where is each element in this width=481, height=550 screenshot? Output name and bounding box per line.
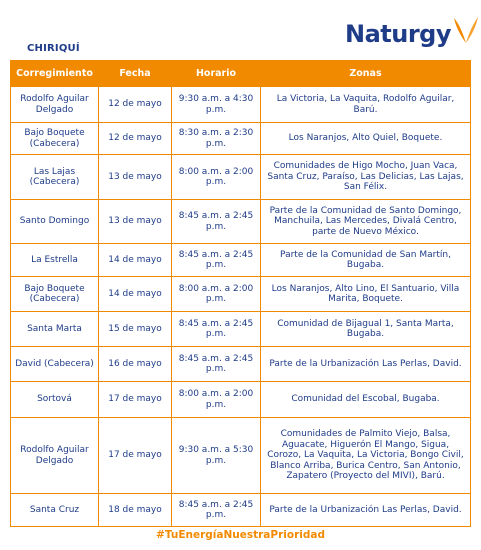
cell-zones: Los Naranjos, Alto Quiel, Boquete. [261, 123, 471, 155]
cell-zones: Parte de la Comunidad de San Martín, Bugaba. [261, 244, 471, 277]
table-row [11, 382, 471, 418]
cell-date: 14 de mayo [99, 244, 172, 277]
cell-time: 9:30 a.m. a 5:30 p.m. [172, 418, 261, 494]
cell-place: Bajo Boquete (Cabecera) [11, 123, 99, 155]
cell-time: 8:00 a.m. a 2:00 p.m. [172, 277, 261, 312]
cell-date: 17 de mayo [99, 418, 172, 494]
table-row [11, 312, 471, 347]
cell-zones: Los Naranjos, Alto Lino, El Santuario, Villa Marita, Boquete. [261, 277, 471, 312]
cell-date: 18 de mayo [99, 494, 172, 527]
cell-place: Rodolfo Aguilar Delgado [11, 418, 99, 494]
cell-place: Las Lajas (Cabecera) [11, 155, 99, 200]
table-row [11, 418, 471, 494]
cell-zones: Parte de la Comunidad de Santo Domingo, Manchuila, Las Mercedes, Divalá Centro, parte de Nuevo México. [261, 200, 471, 244]
cell-date: 16 de mayo [99, 347, 172, 382]
cell-place: Rodolfo Aguilar Delgado [11, 87, 99, 123]
schedule-table [10, 60, 471, 527]
cell-place: Santa Marta [11, 312, 99, 347]
cell-time: 8:45 a.m. a 2:45 p.m. [172, 312, 261, 347]
cell-time: 8:45 a.m. a 2:45 p.m. [172, 244, 261, 277]
table-row [11, 200, 471, 244]
cell-time: 8:30 a.m. a 2:30 p.m. [172, 123, 261, 155]
cell-date: 12 de mayo [99, 87, 172, 123]
cell-zones: Parte de la Urbanización Las Perlas, David. [261, 494, 471, 527]
cell-place: David (Cabecera) [11, 347, 99, 382]
cell-date: 12 de mayo [99, 123, 172, 155]
table-row [11, 347, 471, 382]
cell-place: Bajo Boquete (Cabecera) [11, 277, 99, 312]
cell-time: 9:30 a.m. a 4:30 p.m. [172, 87, 261, 123]
cell-zones: Comunidad de Bijagual 1, Santa Marta, Bugaba. [261, 312, 471, 347]
header-corregimiento: Corregimiento [11, 61, 99, 87]
cell-time: 8:45 a.m. a 2:45 p.m. [172, 200, 261, 244]
header-zonas: Zonas [261, 61, 471, 87]
cell-date: 13 de mayo [99, 200, 172, 244]
naturgy-logo [345, 16, 480, 46]
cell-place: Sortová [11, 382, 99, 418]
cell-date: 13 de mayo [99, 155, 172, 200]
cell-date: 14 de mayo [99, 277, 172, 312]
header-horario: Horario [172, 61, 261, 87]
cell-zones: Parte de la Urbanización Las Perlas, David. [261, 347, 471, 382]
cell-date: 17 de mayo [99, 382, 172, 418]
cell-time: 8:00 a.m. a 2:00 p.m. [172, 382, 261, 418]
cell-zones: Comunidades de Higo Mocho, Juan Vaca, Santa Cruz, Paraíso, Las Delicias, Las Lajas, San Félix. [261, 155, 471, 200]
cell-place: La Estrella [11, 244, 99, 277]
brand-name: Naturgy [345, 20, 451, 48]
table-row [11, 123, 471, 155]
table-row [11, 87, 471, 123]
cell-date: 15 de mayo [99, 312, 172, 347]
campaign-hashtag: #TuEnergíaNuestraPrioridad [156, 529, 325, 541]
cell-time: 8:45 a.m. a 2:45 p.m. [172, 347, 261, 382]
table-row [11, 244, 471, 277]
cell-zones: Comunidad del Escobal, Bugaba. [261, 382, 471, 418]
cell-time: 8:00 a.m. a 2:00 p.m. [172, 155, 261, 200]
cell-place: Santa Cruz [11, 494, 99, 527]
cell-time: 8:45 a.m. a 2:45 p.m. [172, 494, 261, 527]
cell-place: Santo Domingo [11, 200, 99, 244]
region-title: CHIRIQUÍ [27, 43, 80, 54]
table-header-row [11, 61, 471, 87]
cell-zones: La Victoria, La Vaquita, Rodolfo Aguilar, Barú. [261, 87, 471, 123]
header-fecha: Fecha [99, 61, 172, 87]
table-row [11, 155, 471, 200]
table-row [11, 494, 471, 527]
table-row [11, 277, 471, 312]
butterfly-logo-icon [452, 16, 480, 46]
cell-zones: Comunidades de Palmito Viejo, Balsa, Aguacate, Higuerón El Mango, Sigua, Corozo, La Vaquita, La Victoria, Bongo Civil, Blanco Arriba, Burica Centro, San Antonio, Zapatero (Proyecto del MIVI), Barú. [261, 418, 471, 494]
